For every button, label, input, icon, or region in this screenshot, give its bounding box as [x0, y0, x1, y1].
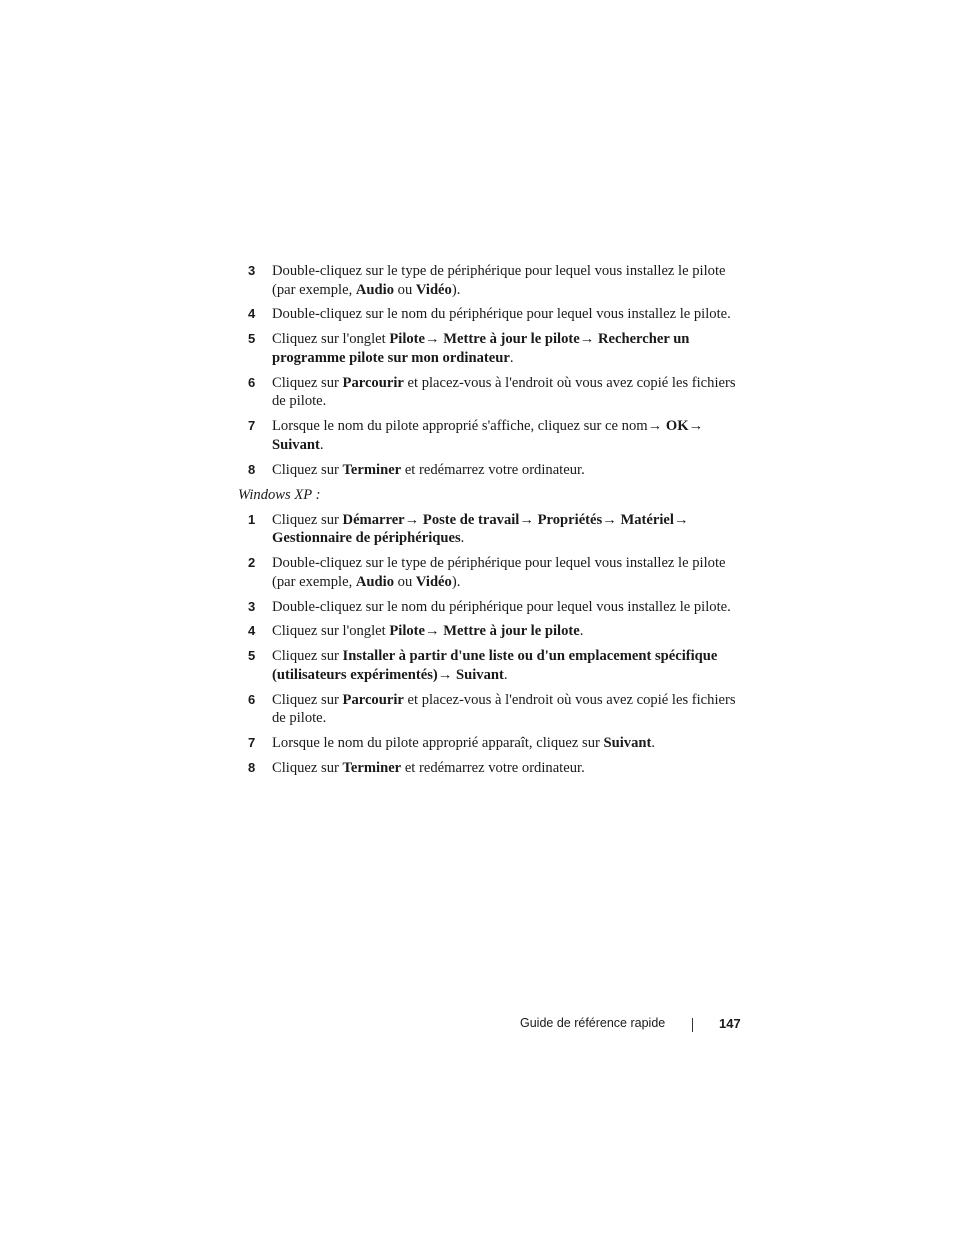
step-item — [238, 734, 738, 753]
step-text-fragment: Double-cliquez sur le nom du périphérique pour lequel vous installez le pilote. — [272, 598, 731, 615]
step-text-fragment: Double-cliquez sur le nom du périphérique pour lequel vous installez le pilote. — [272, 306, 731, 323]
step-text-fragment: ). — [451, 573, 461, 590]
arrow-separator: → — [579, 331, 598, 348]
bold-ui-term: Terminer — [342, 461, 402, 478]
arrow-separator: → — [519, 511, 538, 528]
page-content — [238, 262, 738, 784]
step-text — [272, 555, 725, 590]
step-text-fragment: Cliquez sur — [272, 374, 343, 391]
step-item — [238, 461, 738, 480]
step-number: 5 — [248, 648, 256, 664]
step-text — [272, 735, 655, 751]
step-item — [238, 691, 738, 728]
step-item — [238, 262, 738, 299]
step-item — [238, 759, 738, 778]
step-item — [238, 374, 738, 411]
step-text — [272, 331, 689, 366]
step-number: 3 — [248, 598, 256, 614]
step-number: 4 — [248, 623, 256, 639]
arrow-separator: → — [602, 511, 621, 528]
step-text-fragment: Cliquez sur — [272, 648, 343, 665]
page-number: 147 — [719, 1016, 741, 1031]
step-text — [272, 648, 717, 683]
step-text-fragment: et redémarrez votre ordinateur. — [401, 461, 585, 478]
step-text-fragment: ou — [394, 573, 416, 590]
step-text-fragment: Cliquez sur — [272, 760, 343, 777]
step-number: 6 — [248, 374, 256, 390]
step-text-fragment: Cliquez sur — [272, 691, 343, 708]
step-text-fragment: . — [319, 436, 324, 453]
bold-ui-term: Audio — [355, 281, 394, 298]
bold-ui-term: Mettre à jour le pilote — [443, 623, 580, 640]
step-text-fragment: et redémarrez votre ordinateur. — [401, 760, 585, 777]
bold-ui-term: Gestionnaire de périphériques — [272, 530, 461, 547]
bold-ui-term: Parcourir — [342, 374, 404, 391]
step-text — [272, 760, 585, 776]
step-text-fragment: Cliquez sur l'onglet — [272, 331, 390, 348]
bold-ui-term: Vidéo — [415, 281, 452, 298]
bold-ui-term: Poste de travail — [422, 511, 520, 528]
step-item — [238, 417, 738, 454]
step-text-fragment: . — [579, 623, 584, 640]
xp-heading: Windows XP : — [238, 486, 321, 503]
step-text — [272, 306, 731, 322]
bold-ui-term: Suivant — [456, 666, 504, 683]
step-number: 2 — [248, 555, 256, 571]
step-number: 5 — [248, 331, 256, 347]
step-number: 7 — [248, 418, 256, 434]
bold-ui-term: Rechercher un programme pilote sur mon ordinateur — [272, 331, 690, 366]
step-text — [272, 692, 736, 727]
bold-ui-term: Vidéo — [415, 573, 452, 590]
bold-ui-term: Pilote — [389, 623, 426, 640]
arrow-separator: → — [404, 511, 423, 528]
arrow-separator: → — [425, 623, 444, 640]
step-text — [272, 263, 725, 298]
step-item — [238, 305, 738, 324]
step-text-fragment: . — [460, 530, 465, 547]
footer-title: Guide de référence rapide — [520, 1016, 666, 1030]
bold-ui-term: Propriétés — [537, 511, 603, 528]
step-text — [272, 375, 736, 410]
step-text-fragment: Lorsque le nom du pilote approprié s'affiche, cliquez sur ce nom — [272, 418, 648, 435]
step-text-fragment: Double-cliquez sur le type de périphérique pour lequel vous installez le pilote (par exemple, — [272, 263, 726, 298]
arrow-separator: → — [673, 511, 689, 528]
step-text-fragment: ). — [451, 281, 461, 298]
step-number: 1 — [248, 511, 256, 527]
bold-ui-term: Mettre à jour le pilote — [443, 331, 580, 348]
step-text-fragment: Double-cliquez sur le type de périphérique pour lequel vous installez le pilote (par exemple, — [272, 555, 726, 590]
step-item — [238, 554, 738, 591]
bold-ui-term: Installer à partir d'une liste ou d'un emplacement spécifique (utilisateurs expérimentés) — [272, 648, 718, 683]
arrow-separator: → — [688, 418, 704, 435]
bold-ui-term: Parcourir — [342, 691, 404, 708]
step-text — [272, 623, 583, 639]
bold-ui-term: Audio — [355, 573, 394, 590]
step-text-fragment: ou — [394, 281, 416, 298]
bold-ui-term: OK — [665, 418, 689, 435]
vista-steps-list — [238, 262, 738, 479]
step-text-fragment: . — [503, 666, 508, 683]
step-number: 4 — [248, 306, 256, 322]
bold-ui-term: Pilote — [389, 331, 426, 348]
step-text-fragment: . — [651, 735, 656, 752]
step-text-fragment: Cliquez sur — [272, 461, 343, 478]
bold-ui-term: Terminer — [342, 760, 402, 777]
arrow-separator: → — [647, 418, 666, 435]
step-text-fragment: Cliquez sur — [272, 511, 343, 528]
step-item — [238, 647, 738, 684]
step-text — [272, 418, 703, 453]
arrow-separator: → — [437, 666, 457, 683]
step-number: 8 — [248, 461, 256, 477]
bold-ui-term: Matériel — [620, 511, 674, 528]
step-text-fragment: . — [509, 349, 514, 366]
step-text-fragment: Cliquez sur l'onglet — [272, 623, 390, 640]
bold-ui-term: Suivant — [603, 735, 652, 752]
arrow-separator: → — [425, 331, 444, 348]
step-item — [238, 598, 738, 617]
page-footer — [520, 1016, 742, 1034]
step-item — [238, 622, 738, 641]
bold-ui-term: Démarrer — [342, 511, 405, 528]
step-text-fragment: et placez-vous à l'endroit où vous avez copié les fichiers de pilote. — [272, 691, 736, 727]
step-text — [272, 462, 585, 478]
step-text-fragment: Lorsque le nom du pilote approprié apparaît, cliquez sur — [272, 735, 604, 752]
step-text — [272, 512, 689, 547]
step-number: 6 — [248, 691, 256, 707]
step-number: 7 — [248, 735, 256, 751]
step-text — [272, 599, 731, 615]
xp-steps-list — [238, 511, 738, 778]
step-item — [238, 511, 738, 548]
step-text-fragment: et placez-vous à l'endroit où vous avez copié les fichiers de pilote. — [272, 374, 736, 410]
step-number: 3 — [248, 263, 256, 278]
footer-divider — [692, 1018, 693, 1032]
bold-ui-term: Suivant — [272, 436, 320, 453]
step-item — [238, 330, 738, 367]
step-number: 8 — [248, 760, 256, 776]
